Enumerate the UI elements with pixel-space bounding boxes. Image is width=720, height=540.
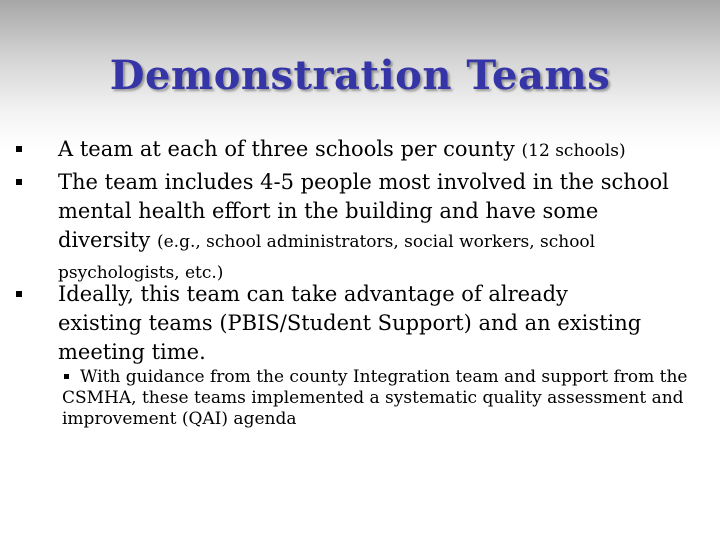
sub-bullet-item — [62, 367, 692, 430]
slide-title: Demonstration Teams — [109, 52, 611, 99]
sub-bullet-text: With guidance from the county Integration team and support from the CSMHA, these teams implemented a systematic quality assessment and improvement (QAI) agenda — [62, 367, 688, 429]
bullet-item-3 — [58, 280, 658, 367]
square-bullet-icon — [64, 374, 69, 379]
bullet-item-1 — [58, 135, 698, 166]
bullet-1-aside: (12 schools) — [521, 141, 626, 161]
bullet-2-text: The team includes 4-5 people most involved in the school mental health effort in the building and have some diversity — [58, 170, 669, 252]
square-bullet-icon — [16, 146, 22, 152]
square-bullet-icon — [16, 179, 22, 185]
bullet-1-text: A team at each of three schools per county — [58, 137, 515, 161]
bullet-item-2 — [58, 168, 688, 288]
square-bullet-icon — [16, 291, 22, 297]
bullet-3-text: Ideally, this team can take advantage of already existing teams (PBIS/Student Support) and an existing meeting time. — [58, 282, 642, 364]
bullet-2-aside: (e.g., school administrators, social workers, school psychologists, etc.) — [58, 232, 596, 283]
